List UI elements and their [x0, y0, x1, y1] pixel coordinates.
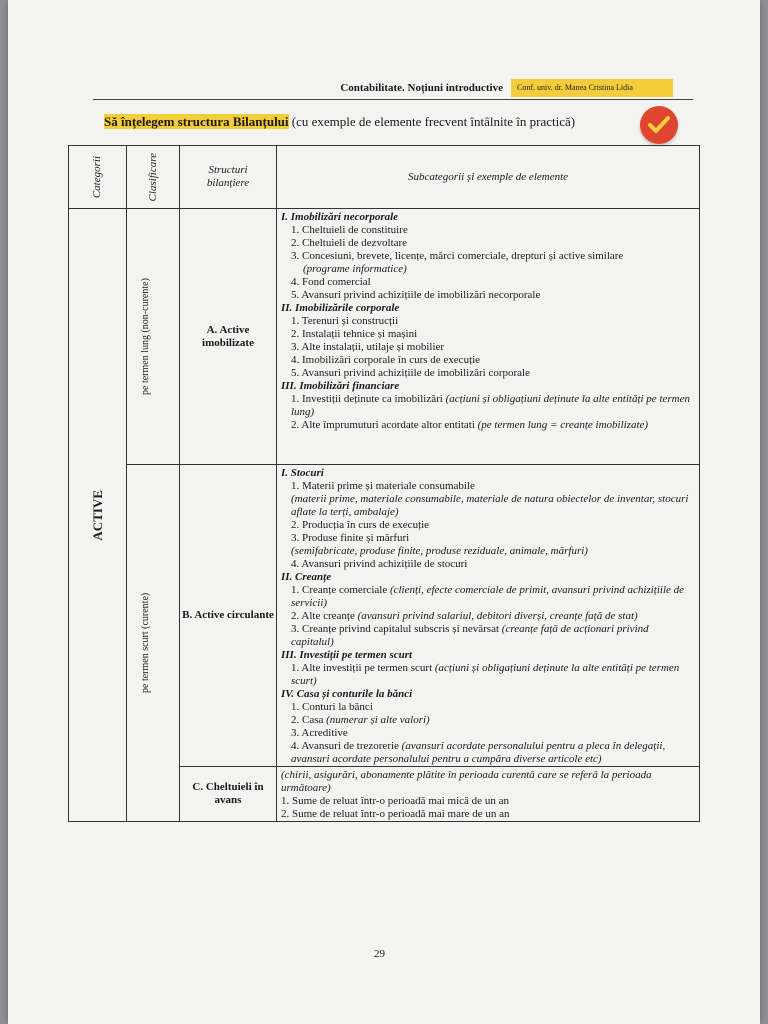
list-item-note: (programe informatice) — [303, 263, 407, 275]
list-item: 3. Acreditive — [291, 727, 348, 739]
list-item: 3. Concesiuni, brevete, licențe, mărci comerciale, drepturi și active similare — [291, 250, 624, 262]
balance-sheet-table — [68, 145, 700, 822]
list-item: 2. Producția în curs de execuție — [291, 519, 430, 531]
table-row — [69, 209, 700, 465]
section-title: III. Investiții pe termen scurt — [281, 649, 413, 661]
class-long-term: pe termen lung (non-curente) — [127, 209, 180, 465]
checkmark-circle-icon — [640, 106, 678, 144]
header-author: Conf. univ. dr. Manea Cristina Lidia — [511, 79, 673, 97]
list-item: 4. Fond comercial — [291, 276, 371, 288]
list-item: 1. Conturi la bănci — [291, 701, 373, 713]
list-cheltuieli-avans — [277, 767, 700, 822]
list-item: 2. Sume de reluat într-o perioadă mai mare de un an — [281, 808, 510, 820]
list-item: 2. Casa (numerar și alte valori) — [291, 714, 430, 726]
list-item: 4. Avansuri de trezorerie (avansuri acordate personalului pentru a pleca în delegații, avansuri acordate personalului pentru a cumpăra diverse articole etc) — [291, 740, 666, 765]
list-active-circulante — [277, 465, 700, 767]
list-item: 4. Avansuri privind achizițiile de stocuri — [291, 558, 468, 570]
running-header — [93, 79, 693, 100]
list-item: 2. Alte creanțe (avansuri privind salariul, debitori diverși, creanțe față de stat) — [291, 610, 638, 622]
section-title: II. Imobilizările corporale — [281, 302, 400, 314]
list-item: 1. Creanțe comerciale (clienți, efecte comerciale de primit, avansuri privind achizițiile de servicii) — [291, 584, 685, 609]
list-item: 5. Avansuri privind achizițiile de imobilizări necorporale — [291, 289, 541, 301]
list-item-note: (materii prime, materiale consumabile, materiale de natura obiectelor de inventar, stocuri aflate la terți, ambalaje) — [291, 493, 689, 518]
list-item: 1. Investiții deținute ca imobilizări (acțiuni și obligațiuni deținute la alte entități pe termen lung) — [291, 393, 690, 418]
class-short-term: pe termen scurt (curente) — [127, 465, 180, 822]
list-item-note: (chirii, asigurări, abonamente plătite în perioada curentă care se referă la perioada următoare) — [281, 769, 652, 794]
struct-cheltuieli-avans: C. Cheltuieli în avans — [180, 767, 277, 822]
page-number: 29 — [374, 948, 385, 960]
table-header-row — [69, 146, 700, 209]
list-item: 1. Cheltuieli de constituire — [291, 224, 408, 236]
list-item: 1. Terenuri și construcții — [291, 315, 399, 327]
document-page — [8, 0, 760, 1024]
list-item: 2. Instalații tehnice și mașini — [291, 328, 418, 340]
section-title: I. Imobilizări necorporale — [281, 211, 399, 223]
struct-active-imobilizate: A. Active imobilizate — [180, 209, 277, 465]
section-title: II. Creanțe — [281, 571, 332, 583]
list-item: 4. Imobilizări corporale în curs de execuție — [291, 354, 481, 366]
heading-rest: (cu exemple de elemente frecvent întâlnite în practică) — [288, 114, 576, 129]
table-row — [69, 465, 700, 767]
heading-highlight: Să înțelegem structura Bilanțului — [104, 114, 289, 129]
list-item: 1. Alte investiții pe termen scurt (acțiuni și obligațiuni deținute la alte entități pe termen scurt) — [291, 662, 680, 687]
list-item: 3. Alte instalații, utilaje și mobilier — [291, 341, 445, 353]
list-item: 1. Materii prime și materiale consumabile — [291, 480, 475, 492]
section-title: III. Imobilizări financiare — [281, 380, 400, 392]
list-active-imobilizate — [277, 209, 700, 465]
list-item: 3. Creanțe privind capitalul subscris și nevărsat (creanțe față de acționari privind capitalul) — [291, 623, 649, 648]
category-active: ACTIVE — [69, 209, 127, 822]
list-item: 2. Alte împrumuturi acordate altor entitati (pe termen lung = creanțe imobilizate) — [291, 419, 649, 431]
struct-active-circulante: B. Active circulante — [180, 465, 277, 767]
list-item: 3. Produse finite și mărfuri — [291, 532, 410, 544]
section-title: IV. Casa și conturile la bănci — [281, 688, 413, 700]
section-title: I. Stocuri — [281, 467, 324, 479]
header-categorii: Categorii — [69, 146, 127, 209]
list-item: 2. Cheltuieli de dezvoltare — [291, 237, 408, 249]
list-item: 5. Avansuri privind achizițiile de imobilizări corporale — [291, 367, 530, 379]
section-heading — [104, 114, 575, 130]
list-item: 1. Sume de reluat într-o perioadă mai mică de un an — [281, 795, 509, 807]
list-item-note: (semifabricate, produse finite, produse reziduale, animale, mărfuri) — [291, 545, 588, 557]
header-structuri: Structuri bilanțiere — [180, 146, 277, 209]
header-clasificare: Clasificare — [127, 146, 180, 209]
header-subcategorii: Subcategorii și exemple de elemente — [277, 146, 700, 209]
header-title: Contabilitate. Noțiuni introductive — [340, 82, 503, 94]
